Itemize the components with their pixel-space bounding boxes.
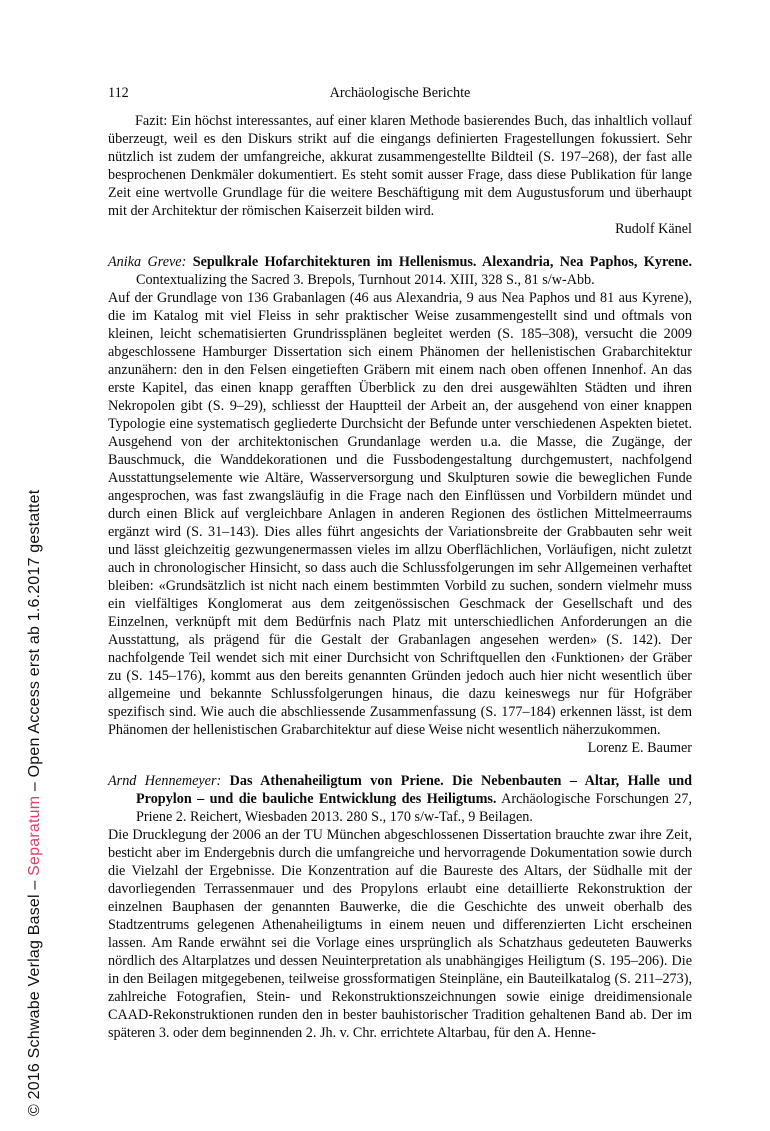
journal-title: Archäologische Berichte <box>329 85 471 101</box>
reference-heading <box>108 253 692 289</box>
reviewed-work-title: Das Athenaheiligtum von Priene. Die Nebenbauten – Altar, Halle und Propylon – und die bauliche Entwicklung des Heiligtums. <box>136 773 692 807</box>
reviewed-author-name: Anika Greve: <box>108 254 187 270</box>
review-hennemeyer <box>108 772 692 1042</box>
page-number: 112 <box>108 85 129 101</box>
copyright-sideline <box>25 490 44 1116</box>
review-greve <box>108 253 692 757</box>
text-column <box>108 84 692 1042</box>
review-body: Auf der Grundlage von 136 Grabanlagen (46 aus Alexandria, 9 aus Nea Paphos und 81 aus Kyrene), die im Katalog mit viel Fleiss in sehr praktischer Weise zusammengestellt sind und oftmals von kleinen, leicht schematisierten Grundrissplänen begleitet werden (S. 185–308), versucht die 2009 abgeschlossene Hamburger Dissertation sich einem Phänomen der hellenistischen Grabarchitektur anzunähern: den in den Felsen eingetieften Gräbern mit einem nach oben offenen Innenhof. An das erste Kapitel, das einen knapp gerafften Überblick zu den drei ausgewählten Städten und ihren Nekropolen gibt (S. 9–29), schliesst der Hauptteil der Arbeit an, der ausgehend von einer knappen Typologie eine systematisch gegliederte Durchsicht der Befunde unter verschiedenen Aspekten bietet. Ausgehend von der architektonischen Grundanlage werden u.a. die Masse, die Zugänge, der Bauschmuck, die Wanddekorationen und die Fussbodengestaltung durchgemustert, nachfolgend Ausstattungselemente wie Altäre, Wasserversorgung und Skulpturen sowie die beweglichen Funde angesprochen, was fast zwangsläufig in die Frage nach den Einflüssen und Vorbildern mündet und durch einen Blick auf vergleichbare Anlagen in anderen Regionen des östlichen Mittelmeerraums ergänzt wird (S. 31–143). Dies alles führt angesichts der Variationsbreite der Grabbauten sehr weit und lässt gleichzeitig gezwungenermassen vieles im allzu Oberflächlichen, Vorläufigen, nicht zuletzt auch in chronologischer Hinsicht, so dass auch die Schlussfolgerungen im sehr Allgemeinen verhaftet bleiben: «Grundsätzlich ist nicht nach einem bestimmten Vorbild zu suchen, sondern vielmehr muss ein vielfältiges Konglomerat aus dem zeitgenössischen Geschmack der Gesellschaft und des Einzelnen, verknüpft mit dem Bedürfnis nach Platz mit unterschiedlichen Anforderungen an die Ausstattung, als prägend für die Gestalt der Grabanlagen angesehen werden» (S. 142). Der nachfolgende Teil wendet sich mit einer Durchsicht von Schriftquellen den ‹Funktionen› der Gräber zu (S. 145–176), kommt aus den bereits genannten Gründen jedoch auch hier nicht wesentlich über allgemeine und bekannte Schlussfolgerungen hinaus, die dazu keineswegs nur für Hofgräber spezifisch sind. Wie auch die abschliessende Zusammenfassung (S. 177–184) erkennen lässt, ist dem Phänomen der hellenistischen Grabarchitektur auf diese Weise nicht wesentlich näherzukommen. <box>108 290 692 738</box>
reviewed-work-title: Sepulkrale Hofarchitekturen im Hellenismus. Alexandria, Nea Paphos, Kyrene. <box>192 254 693 270</box>
reviewer-signature: Rudolf Känel <box>615 221 692 237</box>
copyright-suffix-text: – Open Access erst ab 1.6.2017 gestattet <box>26 489 43 796</box>
reviewer-signature: Lorenz E. Baumer <box>587 740 692 756</box>
reviewed-author-name: Arnd Hennemeyer: <box>108 773 222 789</box>
review-conclusion-kaenel <box>108 112 692 238</box>
copyright-prefix-text: © 2016 Schwabe Verlag Basel – <box>26 875 43 1116</box>
reviewed-work-details: Archäologische Forschungen 27, Priene 2. Reichert, Wiesbaden 2013. 280 S., 170 s/w-Taf., 9 Beilagen. <box>136 791 692 825</box>
reviewed-work-details: Contextualizing the Sacred 3. Brepols, Turnhout 2014. XIII, 328 S., 81 s/w-Abb. <box>136 272 595 288</box>
review-body: Die Drucklegung der 2006 an der TU München abgeschlossenen Dissertation brauchte zwar ihre Zeit, besticht aber im Endergebnis durch die umfangreiche und hervorragende Dokumentation sowie durch die Vielzahl der Ergebnisse. Die Konzentration auf die Baureste des Altars, der Südhalle mit der davorliegenden Terrassenmauer und des Propylons erlaubt eine detaillierte Rekonstruktion der einzelnen Bauphasen der genannten Bauwerke, die die Geschichte des unweit oberhalb des Stadtzentrums gelegenen Athenaheiligtums in einem neuen und differenzierten Licht erscheinen lassen. Am Rande erwähnt sei die Vorlage eines ursprünglich als Schatzhaus gedeuteten Bauwerks nördlich des Altarplatzes und dessen Neuinterpretation als unabhängiges Heiligtum (S. 195–206). Die in den Beilagen mitgegebenen, teilweise grossformatigen Steinpläne, ein Bauteilkatalog (S. 211–273), zahlreiche Fotografien, Stein- und Rekonstruktionszeichnungen sowie einige dreidimensionale CAAD-Rekonstruktionen runden den in bester bauhistorischer Tradition gehaltenen Band ab. Der im späteren 3. oder dem beginnenden 2. Jh. v. Chr. errichtete Altarbau, für den A. Henne- <box>108 827 692 1041</box>
separatum-text: Separatum <box>26 795 43 876</box>
review-body: Fazit: Ein höchst interessantes, auf einer klaren Methode basierendes Buch, das inhaltlich vollauf überzeugt, weil es den Diskurs strikt auf die eingangs definierten Fragestellungen fokussiert. Sehr nützlich ist zudem der umfangreiche, akkurat zusammengestellte Bildteil (S. 197–268), der fast alle besprochenen Denkmäler dokumentiert. Es steht somit ausser Frage, dass diese Publikation für lange Zeit eine wertvolle Grundlage für die weitere Beschäftigung mit dem Augustusforum und überhaupt mit der Architektur der römischen Kaiserzeit bilden wird. <box>108 113 692 219</box>
reference-heading <box>108 772 692 826</box>
running-header <box>108 84 692 102</box>
